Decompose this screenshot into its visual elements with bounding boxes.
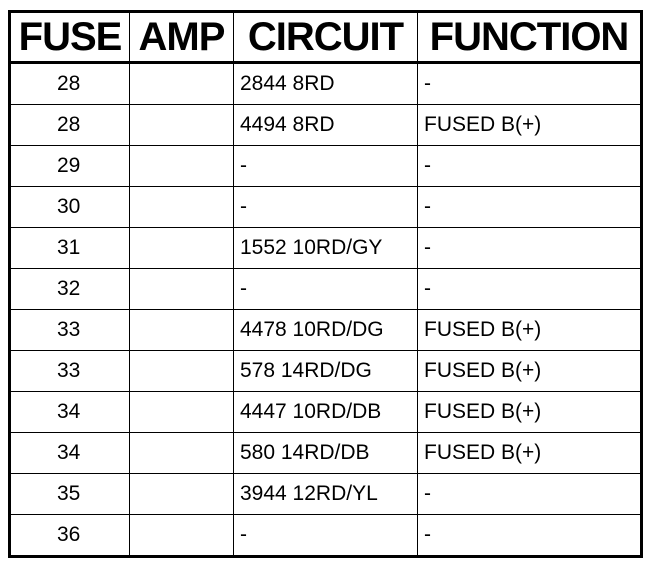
table-row <box>10 187 642 228</box>
cell-fuse: 29 <box>10 146 130 187</box>
header-row <box>10 12 642 63</box>
cell-function: - <box>418 146 642 187</box>
cell-amp <box>130 63 234 105</box>
cell-fuse: 36 <box>10 515 130 557</box>
cell-circuit: 580 14RD/DB <box>234 433 418 474</box>
cell-function: FUSED B(+) <box>418 433 642 474</box>
table-body <box>10 63 642 557</box>
cell-fuse: 34 <box>10 392 130 433</box>
table-row <box>10 228 642 269</box>
cell-fuse: 31 <box>10 228 130 269</box>
cell-fuse: 28 <box>10 105 130 146</box>
cell-circuit: 1552 10RD/GY <box>234 228 418 269</box>
table-row <box>10 63 642 105</box>
cell-amp <box>130 474 234 515</box>
table-row <box>10 105 642 146</box>
cell-fuse: 28 <box>10 63 130 105</box>
cell-amp <box>130 433 234 474</box>
cell-fuse: 33 <box>10 351 130 392</box>
cell-function: - <box>418 474 642 515</box>
cell-amp <box>130 269 234 310</box>
cell-amp <box>130 310 234 351</box>
cell-function: - <box>418 228 642 269</box>
table-row <box>10 392 642 433</box>
cell-circuit: 4478 10RD/DG <box>234 310 418 351</box>
cell-circuit: 578 14RD/DG <box>234 351 418 392</box>
cell-function: FUSED B(+) <box>418 105 642 146</box>
table-row <box>10 351 642 392</box>
cell-circuit: - <box>234 269 418 310</box>
table-header <box>10 12 642 63</box>
cell-circuit: - <box>234 515 418 557</box>
table-row <box>10 433 642 474</box>
cell-function: FUSED B(+) <box>418 351 642 392</box>
cell-amp <box>130 187 234 228</box>
cell-fuse: 33 <box>10 310 130 351</box>
cell-amp <box>130 146 234 187</box>
cell-circuit: - <box>234 146 418 187</box>
table-row <box>10 146 642 187</box>
cell-function: FUSED B(+) <box>418 310 642 351</box>
cell-function: FUSED B(+) <box>418 392 642 433</box>
header-circuit: CIRCUIT <box>234 12 418 63</box>
cell-amp <box>130 105 234 146</box>
cell-circuit: 4494 8RD <box>234 105 418 146</box>
cell-circuit: 4447 10RD/DB <box>234 392 418 433</box>
cell-fuse: 35 <box>10 474 130 515</box>
header-function: FUNCTION <box>418 12 642 63</box>
cell-fuse: 34 <box>10 433 130 474</box>
cell-amp <box>130 351 234 392</box>
table-row <box>10 269 642 310</box>
header-amp: AMP <box>130 12 234 63</box>
table-row <box>10 474 642 515</box>
cell-function: - <box>418 515 642 557</box>
cell-amp <box>130 228 234 269</box>
cell-fuse: 32 <box>10 269 130 310</box>
cell-circuit: - <box>234 187 418 228</box>
cell-amp <box>130 392 234 433</box>
cell-function: - <box>418 269 642 310</box>
cell-function: - <box>418 63 642 105</box>
cell-circuit: 2844 8RD <box>234 63 418 105</box>
header-fuse: FUSE <box>10 12 130 63</box>
cell-amp <box>130 515 234 557</box>
cell-function: - <box>418 187 642 228</box>
cell-circuit: 3944 12RD/YL <box>234 474 418 515</box>
table-row <box>10 515 642 557</box>
table-row <box>10 310 642 351</box>
fuse-table <box>8 10 643 558</box>
cell-fuse: 30 <box>10 187 130 228</box>
